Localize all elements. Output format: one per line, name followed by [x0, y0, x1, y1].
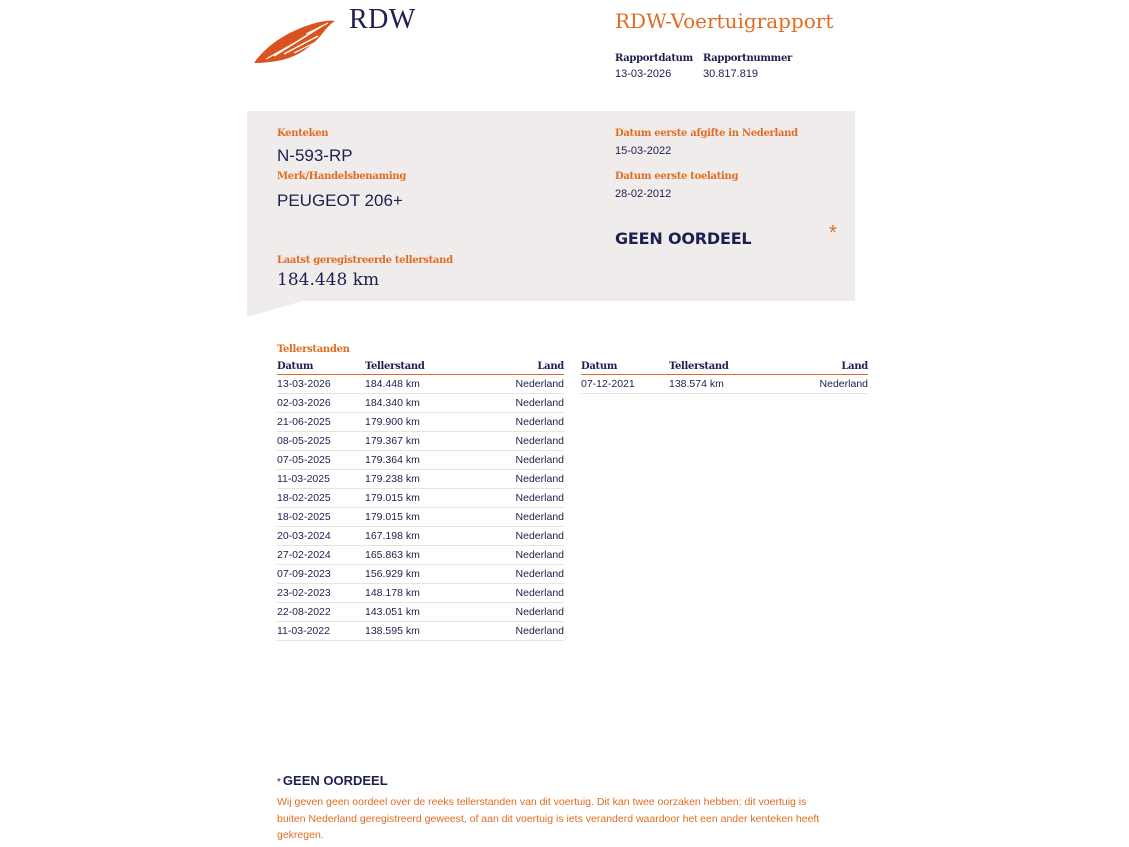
rdw-wing-logo-icon [252, 16, 336, 66]
table-header [581, 361, 868, 375]
plate-label: Kenteken [277, 128, 329, 139]
report-date: 13-03-2026 [615, 68, 672, 80]
row-km: 143.051 km [365, 606, 420, 618]
table-row [277, 451, 564, 470]
row-km: 138.595 km [365, 625, 420, 637]
table-row [581, 375, 868, 394]
row-land: Nederland [515, 416, 564, 428]
row-land: Nederland [515, 492, 564, 504]
row-date: 18-02-2025 [277, 492, 331, 504]
row-date: 21-06-2025 [277, 416, 331, 428]
row-date: 11-03-2022 [277, 625, 330, 637]
row-km: 184.340 km [365, 397, 420, 409]
odometer-value: 184.448 km [277, 270, 380, 290]
make-label: Merk/Handelsbenaming [277, 171, 407, 182]
row-land: Nederland [515, 549, 564, 561]
col-date: Datum [277, 361, 314, 372]
table-row [277, 527, 564, 546]
verdict-asterisk: * [829, 222, 837, 244]
first-admission-label: Datum eerste toelating [615, 171, 739, 182]
row-km: 165.863 km [365, 549, 420, 561]
license-plate: N-593-RP [277, 146, 353, 165]
verdict: GEEN OORDEEL [615, 229, 752, 248]
brand-name: RDW [349, 4, 416, 35]
row-date: 11-03-2025 [277, 473, 330, 485]
row-land: Nederland [515, 473, 564, 485]
row-km: 138.574 km [669, 378, 724, 390]
row-date: 20-03-2024 [277, 530, 331, 542]
readings-table-left [277, 361, 564, 641]
row-km: 179.015 km [365, 492, 420, 504]
table-row [277, 546, 564, 565]
footnote-heading: GEEN OORDEEL [282, 773, 388, 788]
row-land: Nederland [515, 530, 564, 542]
table-row [277, 394, 564, 413]
footnote-asterisk: * [277, 777, 281, 788]
row-date: 02-03-2026 [277, 397, 331, 409]
row-km: 148.178 km [365, 587, 420, 599]
readings-title: Tellerstanden [277, 344, 350, 355]
vehicle-make: PEUGEOT 206+ [277, 191, 403, 210]
row-date: 07-12-2021 [581, 378, 635, 390]
table-row [277, 565, 564, 584]
report-number: 30.817.819 [703, 68, 759, 80]
row-land: Nederland [515, 454, 564, 466]
col-land: Land [537, 361, 564, 372]
row-date: 23-02-2023 [277, 587, 331, 599]
odometer-label: Laatst geregistreerde tellerstand [277, 255, 453, 266]
row-land: Nederland [515, 397, 564, 409]
row-land: Nederland [515, 568, 564, 580]
row-date: 07-05-2025 [277, 454, 331, 466]
col-km: Tellerstand [365, 361, 425, 372]
first-nl-date: 15-03-2022 [615, 145, 672, 157]
row-date: 07-09-2023 [277, 568, 331, 580]
row-km: 179.015 km [365, 511, 420, 523]
report-title: RDW-Voertuigrapport [615, 9, 834, 33]
readings-table-right [581, 361, 868, 394]
row-land: Nederland [515, 625, 564, 637]
table-row [277, 375, 564, 394]
col-km: Tellerstand [669, 361, 729, 372]
table-row [277, 584, 564, 603]
row-km: 179.238 km [365, 473, 420, 485]
row-land: Nederland [515, 435, 564, 447]
table-row [277, 470, 564, 489]
row-date: 22-08-2022 [277, 606, 331, 618]
row-date: 08-05-2025 [277, 435, 331, 447]
footnote-text: Wij geven geen oordeel over de reeks tellerstanden van dit voertuig. Dit kan twee oorzaken hebben: dit voertuig is buiten Nederland geregistreerd geweest, of aan dit voertuig is iets veranderd waardoor het een ander kenteken heeft gekregen. [277, 796, 820, 841]
report-number-label: Rapportnummer [703, 53, 792, 64]
row-land: Nederland [515, 378, 564, 390]
row-land: Nederland [515, 606, 564, 618]
col-land: Land [841, 361, 868, 372]
footnote-title [277, 773, 388, 788]
table-header [277, 361, 564, 375]
row-km: 179.367 km [365, 435, 420, 447]
first-admission-date: 28-02-2012 [615, 188, 672, 200]
table-row [277, 489, 564, 508]
row-land: Nederland [515, 587, 564, 599]
row-land: Nederland [819, 378, 868, 390]
row-land: Nederland [515, 511, 564, 523]
row-date: 13-03-2026 [277, 378, 331, 390]
row-date: 18-02-2025 [277, 511, 331, 523]
row-km: 179.900 km [365, 416, 420, 428]
table-row [277, 413, 564, 432]
col-date: Datum [581, 361, 618, 372]
table-row [277, 508, 564, 527]
row-km: 179.364 km [365, 454, 420, 466]
row-km: 184.448 km [365, 378, 420, 390]
row-date: 27-02-2024 [277, 549, 331, 561]
table-row [277, 432, 564, 451]
row-km: 167.198 km [365, 530, 420, 542]
report-date-label: Rapportdatum [615, 53, 693, 64]
panel-tail [247, 301, 303, 317]
first-nl-label: Datum eerste afgifte in Nederland [615, 128, 798, 139]
table-row [277, 603, 564, 622]
row-km: 156.929 km [365, 568, 420, 580]
table-row [277, 622, 564, 641]
